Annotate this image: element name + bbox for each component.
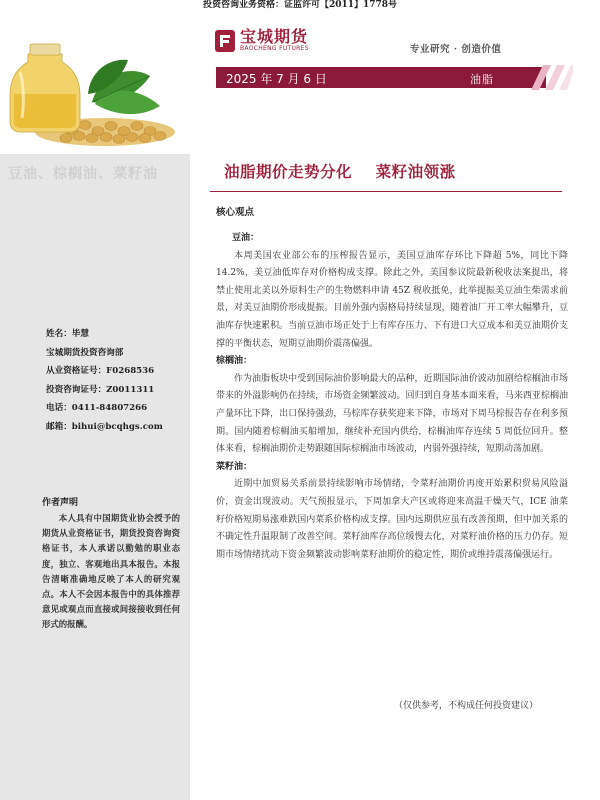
author-phone: 电话：0411-84807266 (46, 403, 148, 414)
hero-image (0, 14, 190, 154)
palm-oil-paragraph: 作为油脂板块中受到国际油价影响最大的品种，近期国际油价波动加剧给棕榈油市场带来的外溢影响仍在持续，市场资金频繁波动。回归到自身基本面来看，马来西亚棕榈油产量环比下降，出口保持强劲，马棕库存获奖迎来下降，市场对下周马棕报告存在利多预期。国内随着棕榈油买船增加，继续补充国内供给，棕榈油库存连续 5 周低位回升。整体来看，棕榈油期价走势跟随国际棕榈油市场波动，内弱外强持续，短期动荡加剧。 (216, 373, 568, 455)
brand-name-en: BAOCHENG FUTURES (240, 45, 309, 52)
date-bar-stripes (525, 64, 573, 91)
headline-rule (210, 191, 562, 192)
report-date: 2025 年 7 月 6 日 (226, 72, 327, 86)
rapeseed-oil-paragraph: 近期中加贸易关系前景持续影响市场情绪，令菜籽油期价再度开始累积贸易风险溢价，资金出现波动。天气预报显示，下周加拿大产区或将迎来高温干燥天气，ICE 油菜籽价格短期易涨难跌国内菜系价格构成支撑。国内远期供应虽有改善预期，但中加关系的不确定性升温限制了改善空间。菜籽油库存高位缓慢去化，对菜籽油价格的压力仍存。短期市场情绪扰动下资金频繁波动影响菜籽油期价的稳定性，期价或维持震荡偏强运行。 (216, 479, 568, 560)
author-company: 宝城期货投资咨询部 (46, 347, 124, 358)
author-block (46, 330, 186, 442)
rapeseed-oil-heading: 菜籽油： (216, 461, 253, 472)
license-line: 投资咨询业务资格：证监许可【2011】1778号 (202, 0, 398, 10)
palm-oil-heading: 棕榈油： (216, 356, 253, 367)
disclaimer-body: 本人具有中国期货业协会授予的期货从业资格证书，期货投资咨询资格证书，本人承诺以勤勉的职业态度，独立、客观地出具本报告。本报告清晰准确地反映了本人的研究观点。本人不会因本报告中的具体推荐意见或观点而直接或间接接收到任何形式的报酬。 (42, 513, 180, 630)
disclaimer-title: 作者声明 (42, 498, 79, 508)
brand-logo (214, 26, 309, 56)
author-qual-cert: 从业资格证号：F0268536 (46, 366, 155, 377)
footer-note: （仅供参考，不构成任何投资建议） (394, 701, 539, 711)
brand-name-cn: 宝城期货 (240, 27, 309, 46)
soybean-oil-heading: 豆油： (232, 233, 260, 243)
slogan: 专业研究 · 创造价值 (410, 44, 502, 55)
core-view-title: 核心观点 (216, 207, 255, 218)
report-headline: 油脂期价走势分化 菜籽油领涨 (224, 163, 456, 181)
report-body (216, 230, 568, 564)
sidebar-tagline: 豆油、棕榈油、菜籽油 (8, 166, 158, 182)
author-name: 姓名：毕慧 (46, 329, 89, 339)
brand-logo-icon (214, 29, 236, 53)
author-consult-cert: 投资咨询证号：Z0011311 (46, 384, 155, 395)
report-category: 油脂 (470, 73, 494, 86)
soybean-oil-paragraph: 本周美国农业部公布的压榨报告显示，美国豆油库存环比下降超 5%，同比下降 14.2%，美豆油低库存对价格构成支撑。除此之外，美国参议院最新税收法案提出，将禁止使用北美以外原料生产的生物燃料申请 45Z 税收抵免，此举提振美豆油生柴需求前景，对美豆油期价形成提振。目前外强内弱格局持续显现，随着油厂开工率大幅攀升，豆油库存快速累积。当前豆油市场正处于上有库存压力、下有进口大豆成本和美豆油期价支撑的平衡状态，短期豆油期价震荡偏强。 (216, 250, 568, 349)
author-email: 邮箱：bihui@bcqhgs.com (46, 421, 163, 432)
